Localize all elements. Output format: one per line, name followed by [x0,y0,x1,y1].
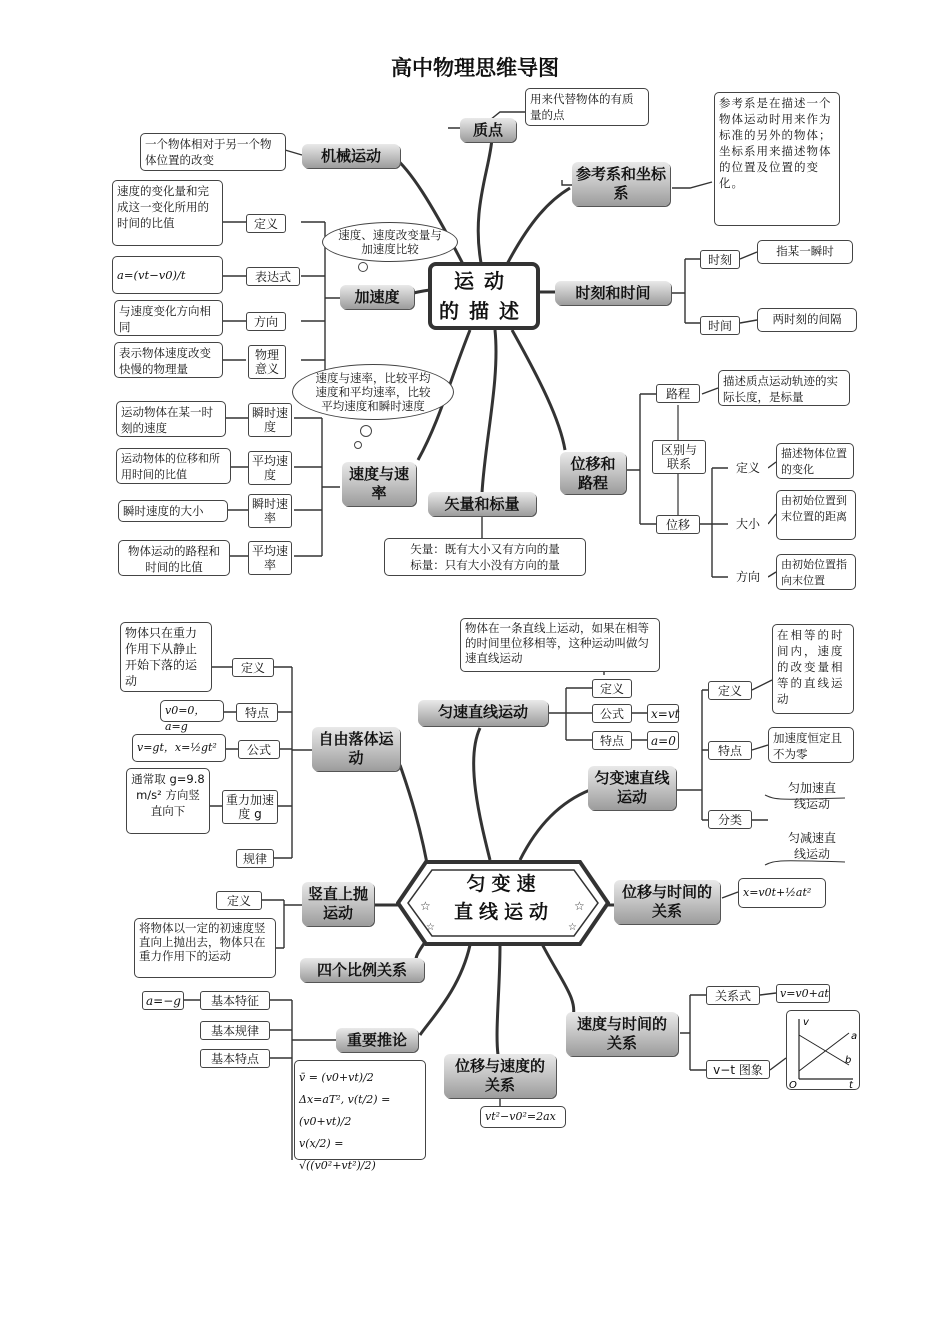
graph-b-label: b [845,1055,852,1066]
yunbian-desc-1: 加速度恒定且不为零 [768,727,854,763]
graph-t-label: t [849,1080,853,1089]
weiyi-sudu-formula: vt²−v0²=2ax [480,1106,566,1128]
topic-weiyi: 位移和路程 [560,452,626,494]
formula-0: v̄ = (v0+vt)/2 [299,1071,374,1084]
topic-weiyi-shijian: 位移与时间的关系 [614,880,720,924]
topic-weiyi-sudu: 位移与速度的关系 [444,1054,556,1098]
zhongyao-label-1: 基本规律 [200,1021,270,1040]
ziyou-label-0: 定义 [232,658,274,677]
weiyi-label: 位移 [656,515,700,534]
topic-cankao: 参考系和坐标系 [572,162,670,206]
yunbian-desc-2b: 匀减速直线运动 [787,831,836,861]
jiasudu-label-3: 物理意义 [248,345,286,379]
ziyou-label-3: 重力加速度 g [222,790,278,824]
jiasudu-desc-0: 速度的变化量和完成这一变化所用的时间的比值 [112,180,223,246]
topic-zhidian: 质点 [460,118,516,142]
weiyi-desc-0: 描述物体位置的变化 [776,443,854,479]
zhongyao-formulas [294,1060,426,1172]
yunsu-label-0: 定义 [592,679,632,698]
sudu-desc-1: 运动物体的位移和所用时间的比值 [116,448,231,484]
shike-desc-1: 两时刻的间隔 [757,308,857,332]
ziyou-label-2: 公式 [238,740,280,759]
yunbian-desc-2: 匀加速直线运动 [787,781,836,811]
jiasudu-desc-3: 表示物体速度改变快慢的物理量 [114,342,223,378]
topic-ziyou: 自由落体运动 [312,727,400,771]
jiasudu-desc-2: 与速度变化方向相同 [114,300,223,336]
svg-text:☆: ☆ [568,922,577,933]
topic-jixie: 机械运动 [302,144,400,168]
weiyi-desc-1: 由初始位置到末位置的距离 [776,490,856,540]
topic-yunsu: 匀速直线运动 [418,700,548,726]
yunsu-desc-1: x=vt [647,704,679,723]
bubble-sudu: 速度与速率，比较平均速度和平均速率，比较平均速度和瞬时速度 [292,364,454,420]
graph-a-label: a [851,1031,858,1042]
topic-shiliang: 矢量和标量 [428,492,536,516]
zhongyao-label-2: 基本特点 [200,1049,270,1068]
bubble-dot-3 [354,441,362,449]
weiyi-qubie: 区别与联系 [652,440,706,474]
weiyi-shijian-formula: x=v0t+½at² [738,878,826,908]
topic-sudu: 速度与速率 [342,462,416,506]
topic-sige: 四个比例关系 [300,958,424,982]
topic-shushang: 竖直上抛运动 [302,882,374,926]
sudu-desc-3: 物体运动的路程和时间的比值 [118,540,230,576]
yunbian-label-0: 定义 [708,681,752,700]
graph-v-label: v [803,1017,809,1028]
sudu-desc-2: 瞬时速度的大小 [118,500,228,522]
formula-1: Δx=aT², v(t/2) = (v0+vt)/2 [299,1093,391,1128]
zhongyao-desc-0: a=−g [142,991,184,1010]
yunbian-label-1: 特点 [708,741,752,760]
center2-line-1: 匀变速 [466,873,542,895]
yunbian-label-2: 分类 [708,810,752,829]
svg-text:☆: ☆ [426,922,435,933]
sudu-label-2: 瞬时速率 [248,494,292,528]
shike-label-1: 时间 [700,316,740,335]
yunsu-desc-2: a=0 [647,731,679,750]
shike-desc-0: 指某一瞬时 [757,240,853,264]
bubble-jiasudu: 速度、速度改变量与加速度比较 [322,222,458,262]
topic-sudu-shijian: 速度与时间的关系 [566,1012,678,1056]
sudu-shijian-desc-0: v=v0+at [776,984,830,1003]
sudu-label-3: 平均速率 [248,541,292,575]
weiyi-desc-2: 由初始位置指向末位置 [776,554,856,590]
weiyi-label-2: 方向 [728,568,768,587]
page-title: 高中物理思维导图 [391,55,559,80]
weiyi-lucheng: 路程 [656,384,700,403]
sudu-label-0: 瞬时速度 [248,403,292,437]
jiasudu-label-0: 定义 [246,214,286,233]
shiliang-desc: 矢量：既有大小又有方向的量 标量：只有大小没有方向的量 [384,538,586,576]
shike-label-0: 时刻 [700,250,740,269]
topic-zhongyao: 重要推论 [336,1028,418,1052]
jixie-desc: 一个物体相对于另一个物体位置的改变 [140,133,286,171]
shushang-label-0: 定义 [216,891,262,910]
graph-o-label: O [789,1080,797,1089]
center2-line-2: 直线运动 [453,901,554,923]
shushang-desc-0: 将物体以一定的初速度竖直向上抛出去，物体只在重力作用下的运动 [134,918,276,978]
svg-text:☆: ☆ [420,899,431,913]
ziyou-desc-2: v=gt，x=½gt² [132,734,226,762]
svg-text:☆: ☆ [574,899,585,913]
topic-yunbian: 匀变速直线运动 [588,766,676,810]
category-braces [755,790,855,870]
center-line-2: 的描述 [439,299,529,323]
ziyou-desc-3: 通常取 g=9.8 m/s² 方向竖直向下 [126,768,210,834]
ziyou-desc-0: 物体只在重力作用下从静止开始下落的运动 [120,622,212,692]
yunbian-desc-0: 在相等的时间内，速度的改变量相等的直线运动 [772,624,854,714]
sudu-label-1: 平均速度 [248,451,292,485]
weiyi-lucheng-desc: 描述质点运动轨迹的实际长度，是标量 [718,370,850,406]
jiasudu-desc-1: a=(vt−v0)/t [112,256,223,294]
yunsu-desc: 物体在一条直线上运动，如果在相等的时间里位移相等，这种运动叫做匀速直线运动 [460,618,660,672]
ziyou-label-4: 规律 [236,849,274,868]
zhongyao-label-0: 基本特征 [200,991,270,1010]
bubble-dot-2 [360,425,372,437]
sudu-shijian-label-0: 关系式 [706,986,760,1005]
jiasudu-label-2: 方向 [246,312,286,331]
weiyi-label-0: 定义 [728,459,768,478]
yunsu-label-2: 特点 [592,731,632,750]
vt-graph [786,1010,860,1090]
topic-shike: 时刻和时间 [555,281,671,305]
ziyou-label-1: 特点 [236,703,278,722]
formula-2: v(x/2) = √((v0²+vt²)/2) [299,1137,376,1172]
sudu-desc-0: 运动物体在某一时刻的速度 [116,401,226,437]
ziyou-desc-1: v0=0，a=g [160,700,224,722]
bubble-dot [358,262,368,272]
jiasudu-label-1: 表达式 [246,267,300,286]
weiyi-label-1: 大小 [728,515,768,534]
center-topic-motion [428,262,540,330]
center-topic-uniform [436,870,572,926]
zhidian-desc: 用来代替物体的有质量的点 [525,88,649,126]
topic-jiasudu: 加速度 [340,285,414,309]
cankao-desc: 参考系是在描述一个物体运动时用来作为标准的另外的物体；坐标系用来描述物体的位置及位置的变化。 [714,92,840,226]
yunsu-label-1: 公式 [592,704,632,723]
sudu-shijian-label-1: v−t 图象 [706,1060,770,1079]
center-line-1: 运动 [454,269,514,293]
vt-graph-svg [787,1011,859,1089]
